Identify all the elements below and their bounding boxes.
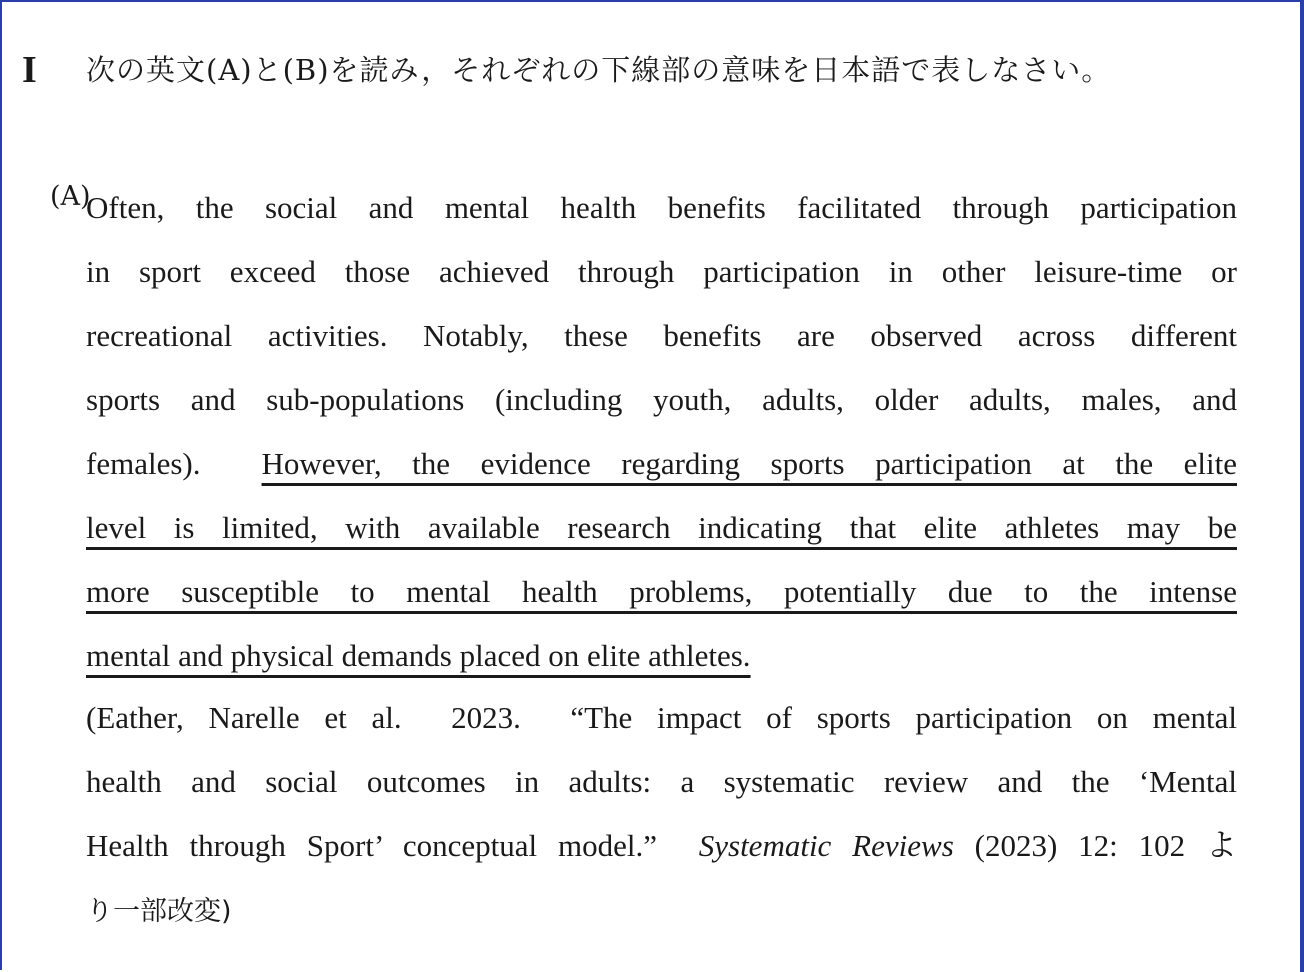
passage-line [86,368,1237,432]
citation-text: Health through Sport’ conceptual model.” [86,828,699,863]
passage-line [86,560,1237,624]
section-a-label: (A) [50,181,91,212]
citation-line [86,686,1237,750]
question-instruction: 次の英文(A)と(B)を読み，それぞれの下線部の意味を日本語で表しなさい。 [86,53,1112,87]
passage-line [86,240,1237,304]
underlined-text: more susceptible to mental health problems, potentially due to the intense [86,574,1237,609]
passage-line [86,304,1237,368]
passage-text: in sport exceed those achieved through participation in other leisure-time or [86,254,1237,289]
underlined-text: level is limited, with available research indicating that elite athletes may be [86,510,1237,545]
passage-line [86,496,1237,560]
underlined-text: However, the evidence regarding sports participation at the elite [261,446,1237,481]
citation-text: health and social outcomes in adults: a systematic review and the ‘Mental [86,764,1237,799]
journal-title: Systematic Reviews [698,828,954,863]
question-number: I [22,49,37,91]
citation-text: (Eather, Narelle et al. 2023. “The impact of sports participation on mental [86,700,1237,735]
passage-line [86,432,1237,496]
passage-a [86,176,1237,688]
passage-text: females). [86,446,262,481]
citation-line [86,750,1237,814]
citation-line [86,878,1237,942]
passage-text: recreational activities. Notably, these benefits are observed across different [86,318,1237,353]
passage-text: Often, the social and mental health benefits facilitated through participation [86,190,1237,225]
citation-text: り一部改変) [86,896,232,927]
underlined-text: mental and physical demands placed on elite athletes. [86,638,751,673]
passage-line [86,624,1237,688]
citation-line [86,814,1237,878]
passage-line [86,176,1237,240]
citation [86,686,1237,942]
citation-text: (2023) 12: 102 よ [953,828,1238,863]
page-border-right [1300,0,1304,972]
passage-text: sports and sub-populations (including youth, adults, older adults, males, and [86,382,1237,417]
